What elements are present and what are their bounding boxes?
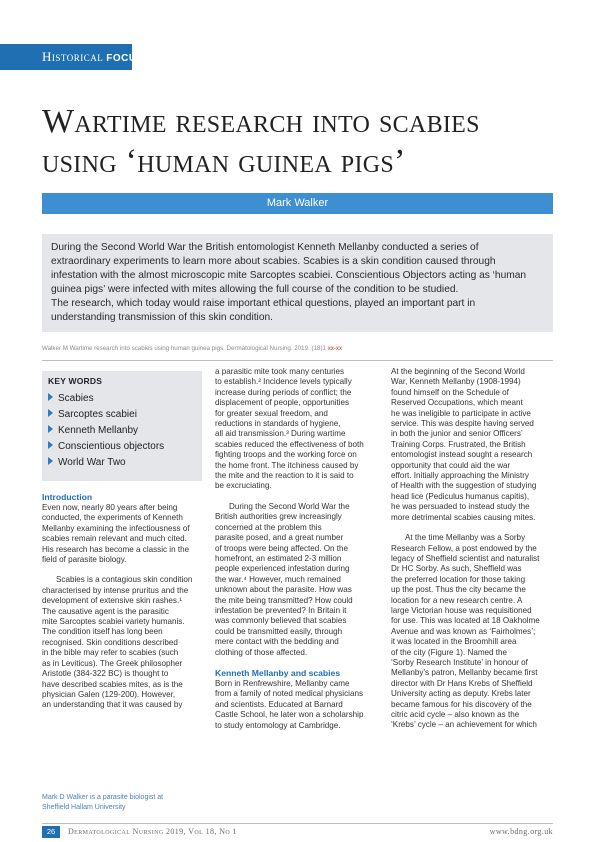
triangle-bullet-icon	[48, 457, 53, 465]
introduction-heading: Introduction	[42, 492, 93, 502]
paragraph: a parasitic mite took many centuries to establish.² Incidence levels typically increase during periods of conflict; the displacement of people, opportunities for greater sexual freedom, and reductions in standards of hygiene, all aid transmission.³ During wartime scabies reduced the effectiveness of both fighting troops and the working force on the home front. The itchiness caused by the mite and the reaction to it is said to be excruciating.	[215, 367, 364, 491]
author-name: Mark Walker	[266, 197, 329, 209]
author-bio: Mark D Walker is a parasite biologist at Sheffield Hallam University	[42, 794, 164, 811]
article-title: Wartime research into scabies using ‘human guinea pigs’	[42, 103, 480, 180]
keyword-item: Scabies	[48, 391, 198, 407]
keywords-title: KEY WORDS	[48, 376, 103, 386]
footer-divider	[42, 823, 553, 824]
keyword-item: Sarcoptes scabiei	[48, 407, 198, 423]
paragraph: At the beginning of the Second World War, Kenneth Mellanby (1908-1994) found himself on the Schedule of Reserved Occupations, which meant he was ineligible to participate in active service. This was despite having served in both the junior and senior Officers’ Training Corps. Frustrated, the British entomologist instead sought a research opportunity that could aid the war effort. Initially approaching the Ministry of Health with the suggestion of studying head lice (Pediculus humanus capitis), he was persuaded to instead study the more detrimental scabies causing mites.	[391, 367, 537, 522]
paragraph: Born in Renfrewshire, Mellanby came from a family of noted medical physicians and scientists. Educated at Barnard Castle School, he later won a scholarship to study entomology at Cambridge.	[215, 678, 364, 730]
paragraph: Scabies is a contagious skin condition	[56, 575, 193, 585]
paragraph: At the time Mellanby was a Sorby Research Fellow, a post endowed by the legacy of Sheffield scientist and naturalist Dr HC Sorby. As such, Sheffield was the preferred location for those taking up the post. Thus the city became the location for a new research centre. A large Victorian house was requisitioned for use. This was located at 18 Oakholme Avenue and was known as ‘Fairholmes’; it was located in the Broomhill area of the city (Figure 1). Named the ‘Sorby Research Institute’ in honour of Mellanby’s patron, Mellanby became first director with Dr Hans Krebs of Sheffield University acting as deputy. Krebs later became famous for his discovery of the citric acid cycle – also known as the ‘Krebs’ cycle – an achievement for which	[391, 533, 540, 730]
paragraph: Even now, nearly 80 years after being conducted, the experiments of Kenneth Mellanby examining the infectiousness of scabies remain relevant and much cited. His research has become a classic in the field of parasite biology.	[42, 503, 190, 565]
journal-name: Dermatological Nursing 2019, Vol 18, No 1	[68, 827, 237, 836]
section-label: Historical FOCUS	[42, 49, 144, 64]
paragraph: During the Second World War the British authorities grew increasingly concerned at the problem this parasite posed, and a great number of troops were being affected. On the homefront, an estimated 2-3 million people experienced infestation during the war.⁴ However, much remained unknown about the parasite. How was the mite being transmitted? How could infestation be prevented? In Britain it was commonly believed that scabies could be transmitted easily, through mere contact with the bedding and clothing of those affected.	[215, 501, 353, 657]
citation-line: Walker M Wartime research into scabies using human guinea pigs. Dermatological Nursing. 2019. (18)1 xx-xx	[42, 345, 343, 352]
body-column-2	[215, 367, 378, 731]
page-number: 26	[46, 827, 56, 836]
triangle-bullet-icon	[48, 393, 53, 401]
triangle-bullet-icon	[48, 409, 53, 417]
body-column-1	[42, 492, 202, 711]
section-heading: Kenneth Mellanby and scabies	[215, 667, 341, 678]
abstract-text: During the Second World War the British entomologist Kenneth Mellanby conducted a series of extraordinary experiments to learn more about scabies. Scabies is a skin condition caused through infestation with the almost microscopic mite Sarcoptes scabiei. Conscientious Objectors acting as ‘human guinea pigs’ were infected with mites allowing the full course of the condition to be studied. The research, which today would raise important ethical questions, played an important part in understanding transmission of this skin condition.	[51, 242, 527, 323]
keyword-item: Kenneth Mellanby	[48, 423, 198, 439]
triangle-bullet-icon	[48, 425, 53, 433]
keyword-item: World War Two	[48, 455, 198, 471]
triangle-bullet-icon	[48, 441, 53, 449]
paragraph-cont: characterised by intense pruritus and the development of extensive skin rashes.¹ The causative agent is the parasitic mite Sarcoptes scabiei variety humanis. The condition itself has long been recognised. Skin conditions described in the bible may refer to scabies (such as in Leviticus). The Greek philosopher Aristotle (384-322 BC) is thought to have described scabies mites, as is the physician Galen (129-200). However, an understanding that it was caused by	[42, 585, 189, 710]
body-column-3	[391, 367, 554, 731]
doi-link[interactable]: xx-xx	[327, 345, 343, 352]
website-link[interactable]: www.bdng.org.uk	[489, 827, 553, 836]
keyword-item: Conscientious objectors	[48, 439, 198, 455]
divider	[42, 360, 553, 361]
keywords-list	[48, 391, 198, 471]
